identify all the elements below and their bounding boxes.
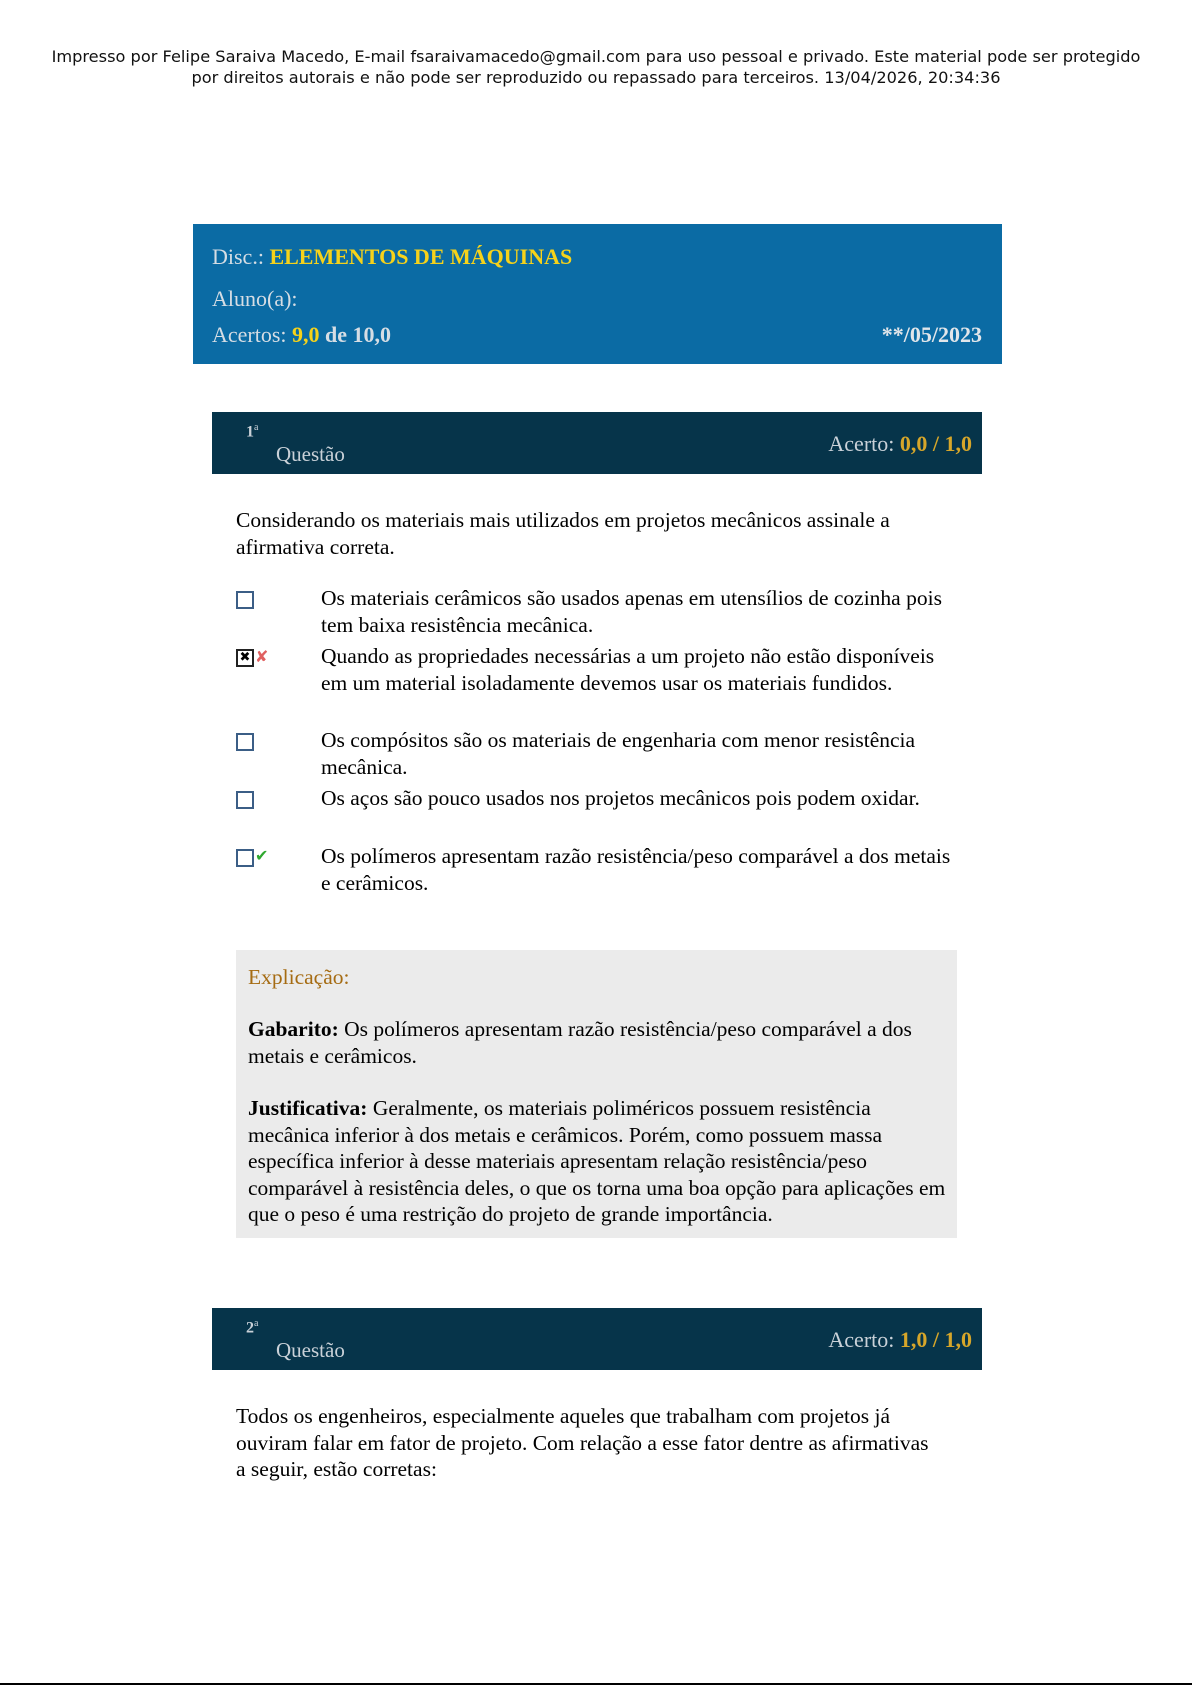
print-watermark bbox=[0, 46, 1192, 88]
question-score: Acerto: 1,0 / 1,0 bbox=[828, 1327, 972, 1352]
watermark-line-2: por direitos autorais e não pode ser reproduzido ou repassado para terceiros. 13/04/2026, 20:34:36 bbox=[191, 68, 1001, 87]
checkbox-unchecked-icon[interactable] bbox=[236, 791, 254, 809]
discipline-label: Disc.: bbox=[212, 244, 270, 269]
question-1-header bbox=[212, 412, 982, 474]
score-row bbox=[212, 322, 391, 348]
wrong-answer-icon: ✘ bbox=[255, 647, 269, 666]
score-total: de 10,0 bbox=[319, 322, 392, 347]
question-2-stem: Todos os engenheiros, especialmente aqueles que trabalham com projetos já ouviram falar em fator de projeto. Com relação a esse fator dentre as afirmativas a seguir, estão corretas: bbox=[236, 1404, 929, 1481]
question-1-stem: Considerando os materiais mais utilizados em projetos mecânicos assinale a afirmativa correta. bbox=[236, 508, 890, 559]
student-row bbox=[212, 286, 298, 312]
checkbox-unchecked-icon[interactable] bbox=[236, 849, 254, 867]
question-label: Questão bbox=[276, 1338, 345, 1362]
correct-answer-icon: ✔ bbox=[255, 846, 269, 865]
checkbox-unchecked-icon[interactable] bbox=[236, 733, 254, 751]
option-text: Os aços são pouco usados nos projetos mecânicos pois podem oxidar. bbox=[321, 786, 920, 810]
option-text: Os compósitos são os materiais de engenharia com menor resistência mecânica. bbox=[321, 728, 916, 779]
score-label: Acertos: bbox=[212, 322, 293, 347]
checkbox-unchecked-icon[interactable] bbox=[236, 591, 254, 609]
discipline-name: ELEMENTOS DE MÁQUINAS bbox=[269, 244, 573, 269]
question-number: 1$^a$ bbox=[246, 422, 259, 441]
exam-header bbox=[193, 224, 1002, 364]
justificativa-text: Geralmente, os materiais poliméricos possuem resistência mecânica inferior à dos metais e cerâmicos. Porém, como possuem massa específica inferior à desse materiais apresentam relação resistência/peso comparável à resistência deles, o que os torna uma boa opção para aplicações em que o peso é uma restrição do projeto de grande importância. bbox=[248, 1096, 946, 1226]
question-label: Questão bbox=[276, 442, 345, 466]
question-score: Acerto: 0,0 / 1,0 bbox=[828, 431, 972, 456]
question-2-header bbox=[212, 1308, 982, 1370]
justificativa-paragraph bbox=[248, 1095, 948, 1228]
question-number: 2$^a$ bbox=[246, 1318, 259, 1337]
gabarito-text: Os polímeros apresentam razão resistência/peso comparável a dos metais e cerâmicos. bbox=[248, 1017, 912, 1068]
gabarito-label: Gabarito: bbox=[248, 1017, 339, 1041]
explanation-box bbox=[236, 950, 957, 1238]
discipline-row bbox=[212, 244, 572, 270]
watermark-line-1: Impresso por Felipe Saraiva Macedo, E-mail fsaraivamacedo@gmail.com para uso pessoal e privado. Este material pode ser protegido bbox=[51, 47, 1141, 66]
exam-date: **/05/2023 bbox=[881, 322, 982, 347]
student-label: Aluno(a): bbox=[212, 286, 298, 311]
option-text: Quando as propriedades necessárias a um projeto não estão disponíveis em um material isoladamente devemos usar os materiais fundidos. bbox=[321, 644, 935, 695]
checkbox-checked-icon[interactable]: ✖ bbox=[236, 649, 254, 667]
option-text: Os polímeros apresentam razão resistência/peso comparável a dos metais e cerâmicos. bbox=[321, 844, 951, 895]
option-text: Os materiais cerâmicos são usados apenas em utensílios de cozinha pois tem baixa resistência mecânica. bbox=[321, 586, 942, 637]
justificativa-label: Justificativa: bbox=[248, 1096, 368, 1120]
score-value: 9,0 bbox=[292, 322, 320, 347]
gabarito-paragraph bbox=[248, 1016, 948, 1069]
explanation-title: Explicação: bbox=[248, 965, 350, 989]
